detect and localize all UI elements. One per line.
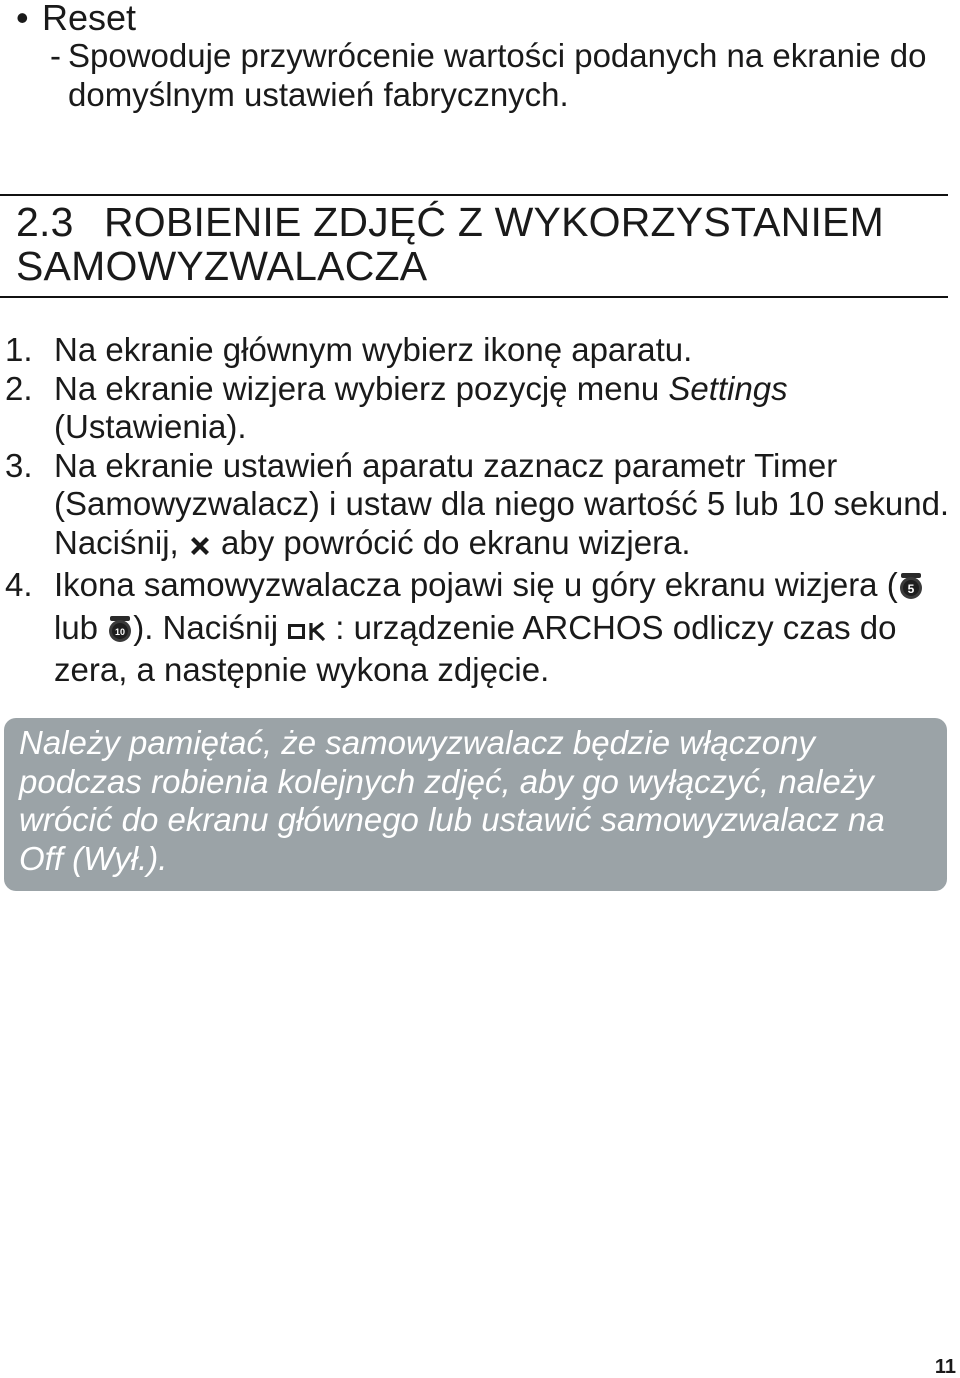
reset-description xyxy=(50,36,930,114)
step-text: Ikona samowyzwalacza pojawi się u góry ekranu wizjera ( xyxy=(54,566,898,603)
step-4 xyxy=(0,566,950,690)
timer-10-icon xyxy=(107,613,133,652)
close-x-icon xyxy=(188,528,212,567)
step-text: ). Naciśnij xyxy=(133,608,288,646)
heading-rule-bottom xyxy=(0,296,948,298)
step-3 xyxy=(0,447,950,567)
timer-10-digit: 10 xyxy=(115,626,126,637)
reset-description-text: Spowoduje przywrócenie wartości podanych na ekranie do domyślnym ustawień fabrycznych. xyxy=(68,37,927,113)
section-number: 2.3 xyxy=(16,199,74,245)
steps-list xyxy=(0,331,950,690)
step-number: 4. xyxy=(5,566,33,603)
step-text: (Ustawienia). xyxy=(54,408,247,445)
step-number: 1. xyxy=(5,331,33,368)
page-number: 11 xyxy=(934,1356,956,1378)
step-number: 2. xyxy=(5,369,33,407)
bullet-marker: • xyxy=(16,0,29,38)
heading-rule-top xyxy=(0,194,948,196)
section-title-line2: SAMOWYZWALACZA xyxy=(16,243,428,289)
timer-5-icon xyxy=(898,570,924,609)
step-text: aby powrócić do ekranu wizjera. xyxy=(211,523,691,561)
step-text: Na ekranie wizjera wybierz pozycję menu xyxy=(54,369,669,407)
settings-menu-label: Settings xyxy=(668,369,788,407)
timer-5-digit: 5 xyxy=(907,582,915,596)
step-text: Na ekranie głównym wybierz ikonę aparatu. xyxy=(54,331,693,368)
step-2 xyxy=(0,370,950,447)
note-box xyxy=(4,718,947,891)
note-text: Należy pamiętać, że samowyzwalacz będzie włączony podczas robienia kolejnych zdjęć, aby go wyłączyć, należy wrócić do ekranu głównego lub ustawić samowyzwalacz na Off (Wył.). xyxy=(19,724,885,877)
section-heading xyxy=(16,200,936,288)
step-text: Na ekranie ustawień aparatu zaznacz parametr Timer (Samowyzwalacz) i ustaw dla niego wartość 5 lub 10 sekund. Naciśnij, xyxy=(54,446,950,561)
step-text: : urządzenie ARCHOS odliczy czas do zera, a następnie wykona zdjęcie. xyxy=(54,608,897,688)
reset-bullet-item xyxy=(16,0,136,38)
step-number: 3. xyxy=(5,446,33,484)
step-text: lub xyxy=(54,608,108,646)
section-title-line1: ROBIENIE ZDJĘĆ Z WYKORZYSTANIEM xyxy=(104,199,884,245)
step-1 xyxy=(0,331,950,370)
dash-marker: - xyxy=(50,37,61,74)
ok-button-icon xyxy=(287,613,335,652)
reset-title: Reset xyxy=(42,0,137,38)
